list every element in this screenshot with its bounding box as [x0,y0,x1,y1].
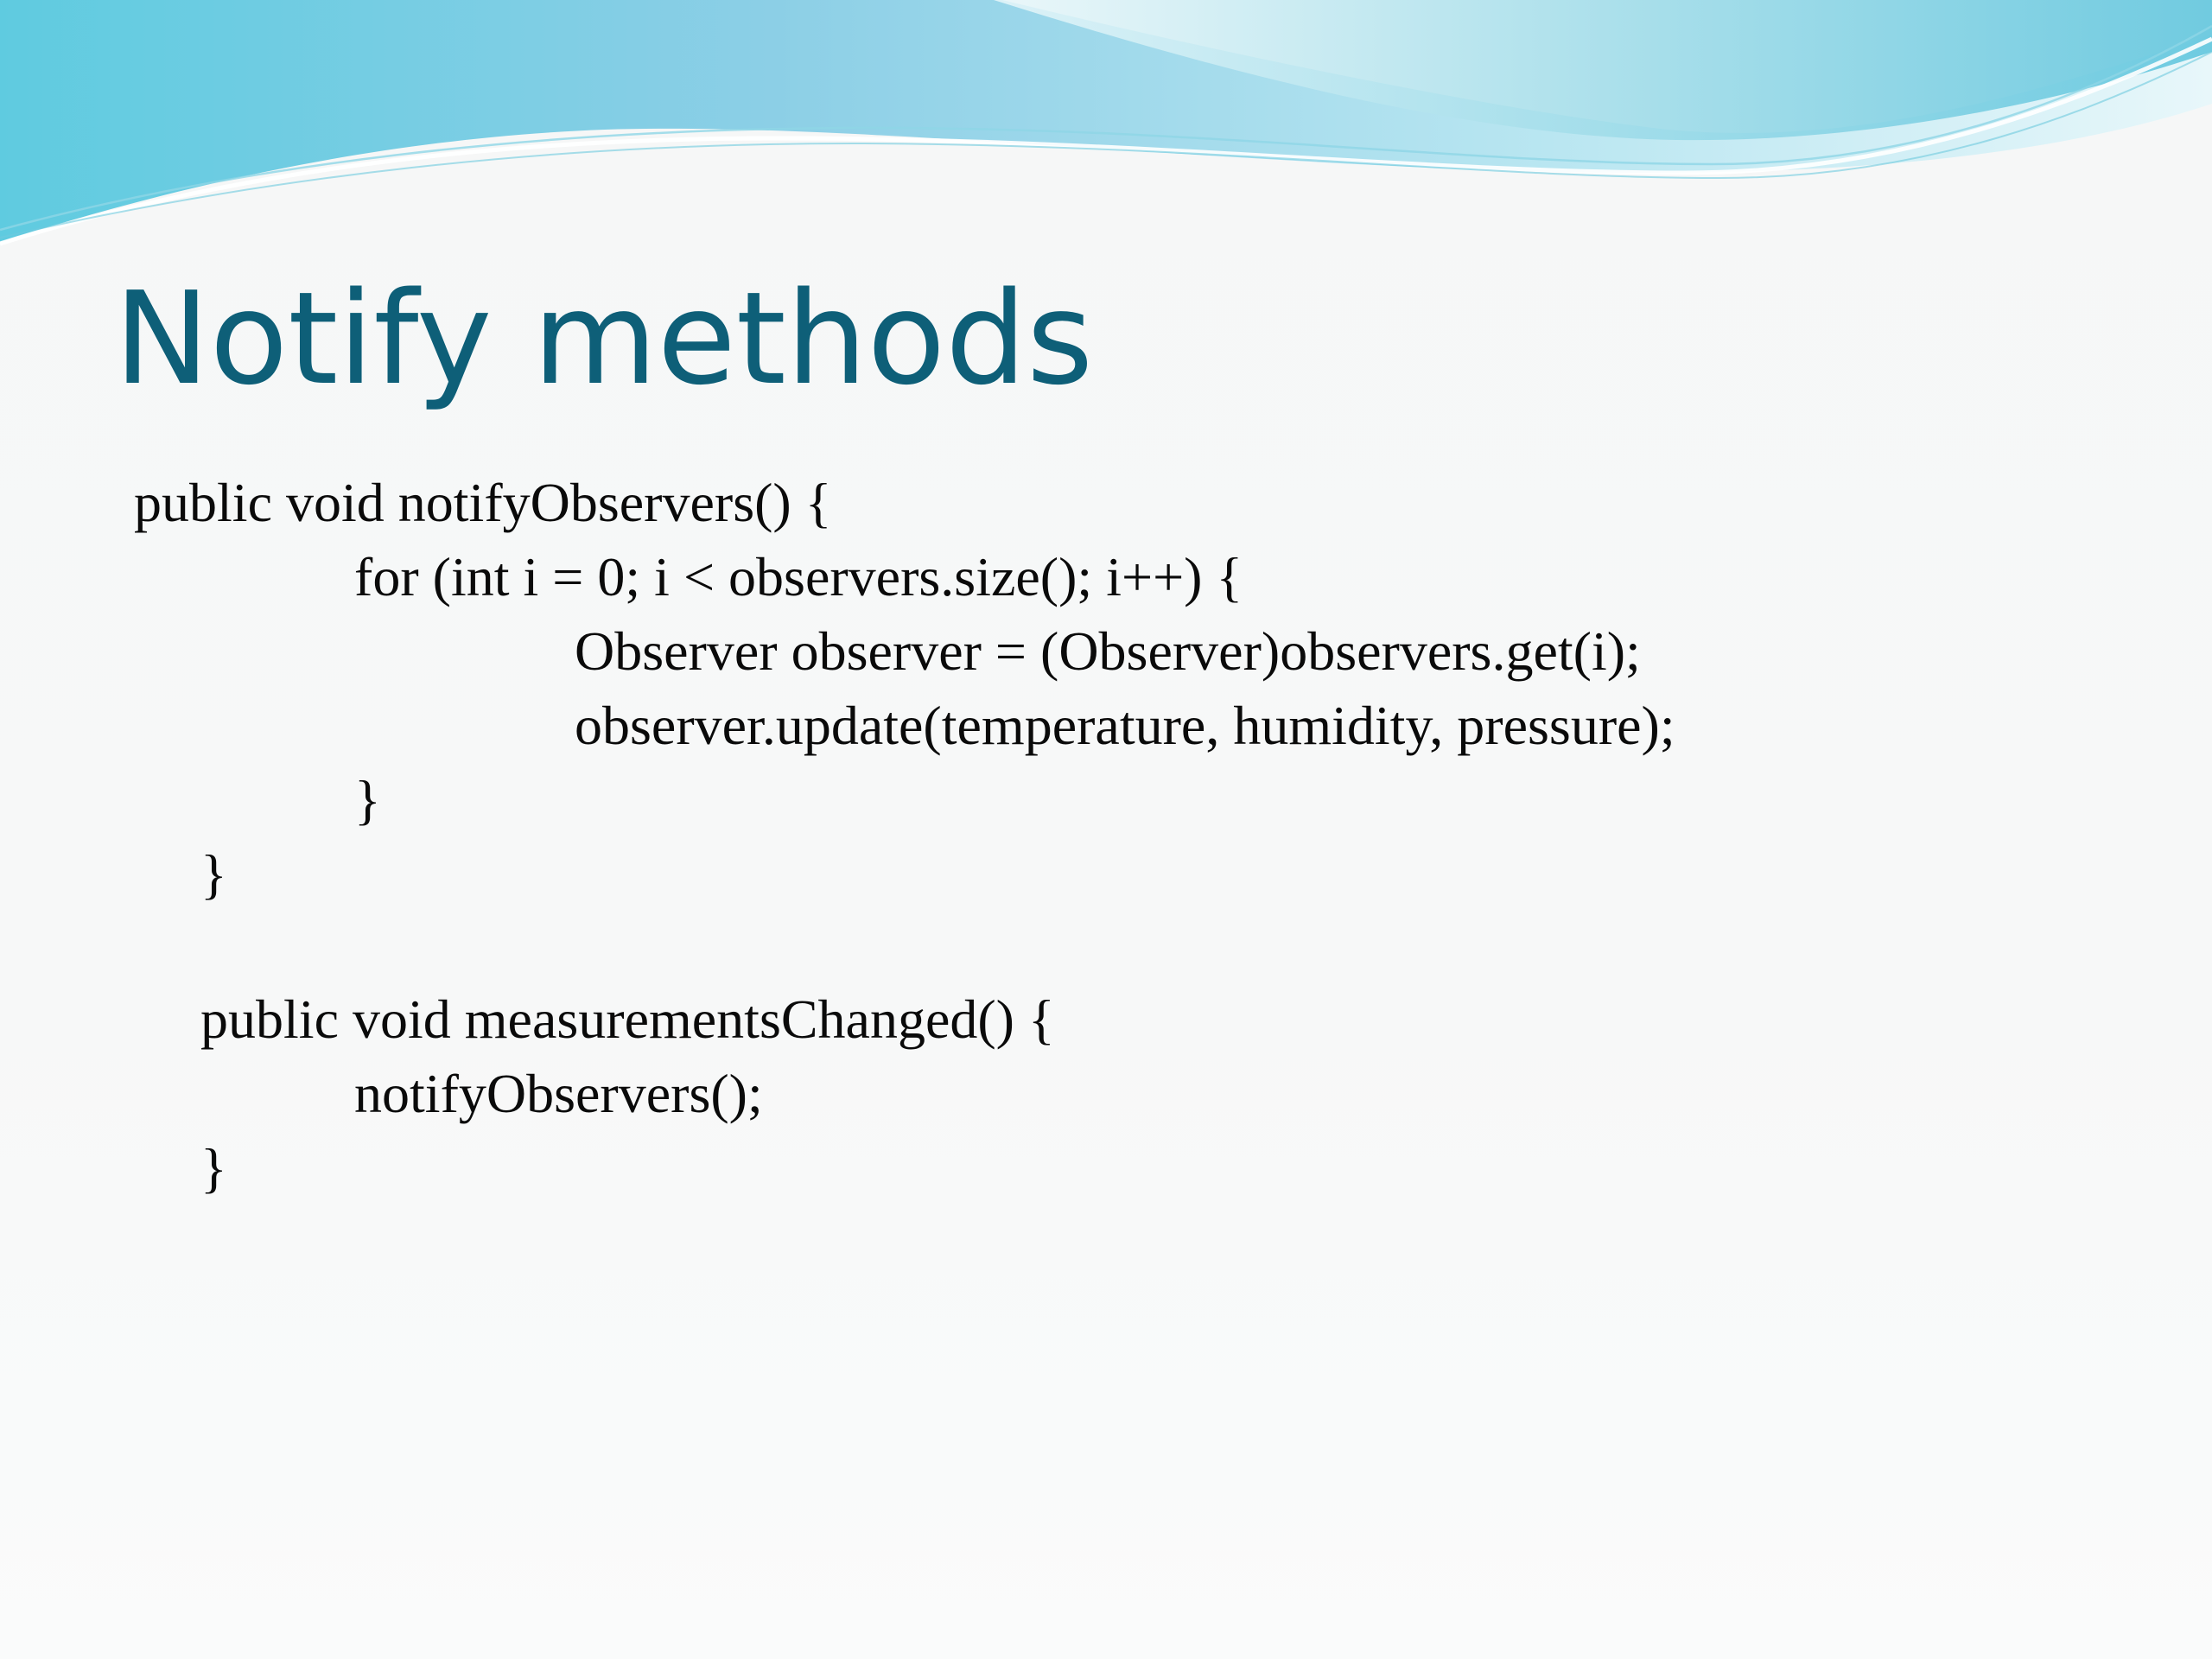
code-line-4: observer.update(temperature, humidity, pressure); [575,695,1675,756]
code-line-6: } [200,843,227,905]
code-line-1: public void notifyObservers() { [134,472,832,533]
slide-title: Notify methods [114,264,1094,413]
code-line-5: } [354,769,381,830]
code-line-9: } [200,1137,227,1198]
code-line-2: for (int i = 0; i < observers.size(); i++) { [354,546,1243,607]
code-line-3: Observer observer = (Observer)observers.get(i); [575,620,1641,682]
code-line-7: public void measurementsChanged() { [200,988,1055,1050]
code-line-8: notifyObservers(); [354,1063,763,1124]
